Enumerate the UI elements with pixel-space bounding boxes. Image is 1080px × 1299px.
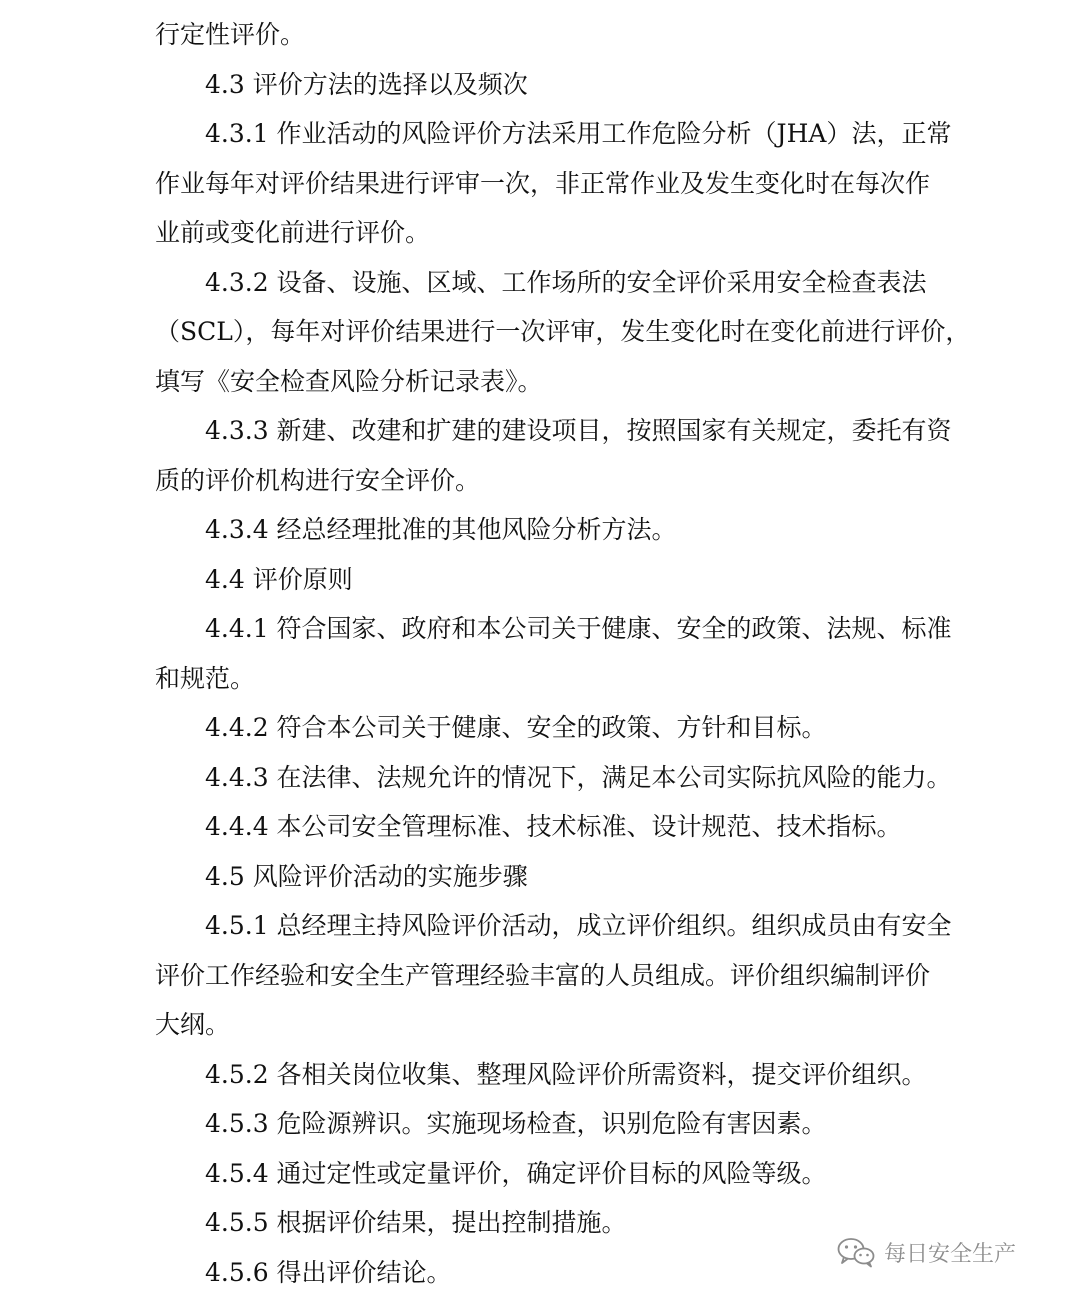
text-line: 4.5.2 各相关岗位收集、整理风险评价所需资料，提交评价组织。 bbox=[205, 1060, 927, 1089]
text-line: 和规范。 bbox=[155, 664, 256, 693]
text-line: 4.4.2 符合本公司关于健康、安全的政策、方针和目标。 bbox=[205, 713, 827, 742]
text-line: 4.3.1 作业活动的风险评价方法采用工作危险分析（JHA）法，正常 bbox=[205, 119, 952, 148]
section-heading: 4.3 评价方法的选择以及频次 bbox=[205, 70, 528, 99]
text-line: 4.5.6 得出评价结论。 bbox=[205, 1258, 452, 1287]
text-line: 作业每年对评价结果进行评审一次，非正常作业及发生变化时在每次作 bbox=[155, 169, 931, 198]
wechat-icon bbox=[836, 1236, 876, 1268]
text-line: （SCL），每年对评价结果进行一次评审，发生变化时在变化前进行评价， bbox=[155, 317, 971, 346]
text-line: 4.5.3 危险源辨识。实施现场检查，识别危险有害因素。 bbox=[205, 1109, 827, 1138]
section-heading: 4.5 风险评价活动的实施步骤 bbox=[205, 862, 528, 891]
text-line: 4.4.1 符合国家、政府和本公司关于健康、安全的政策、法规、标准 bbox=[205, 614, 952, 643]
watermark-text: 每日安全生产 bbox=[884, 1241, 1017, 1267]
text-line: 4.4.4 本公司安全管理标准、技术标准、设计规范、技术指标。 bbox=[205, 812, 902, 841]
text-line: 评价工作经验和安全生产管理经验丰富的人员组成。评价组织编制评价 bbox=[155, 961, 931, 990]
text-line: 4.5.1 总经理主持风险评价活动，成立评价组织。组织成员由有安全 bbox=[205, 911, 952, 940]
text-line: 4.5.5 根据评价结果，提出控制措施。 bbox=[205, 1208, 627, 1237]
section-heading: 4.4 评价原则 bbox=[205, 565, 353, 594]
text-line: 4.4.3 在法律、法规允许的情况下，满足本公司实际抗风险的能力。 bbox=[205, 763, 952, 792]
text-line: 大纲。 bbox=[155, 1010, 231, 1039]
text-line: 4.3.3 新建、改建和扩建的建设项目，按照国家有关规定，委托有资 bbox=[205, 416, 952, 445]
text-line: 行定性评价。 bbox=[155, 20, 306, 49]
text-line: 4.5.4 通过定性或定量评价，确定评价目标的风险等级。 bbox=[205, 1159, 827, 1188]
text-line: 4.3.2 设备、设施、区域、工作场所的安全评价采用安全检查表法 bbox=[205, 268, 927, 297]
text-line: 业前或变化前进行评价。 bbox=[155, 218, 431, 247]
text-line: 填写《安全检查风险分析记录表》。 bbox=[155, 367, 543, 396]
text-line: 4.3.4 经总经理批准的其他风险分析方法。 bbox=[205, 515, 677, 544]
watermark bbox=[836, 1234, 1016, 1270]
text-line: 质的评价机构进行安全评价。 bbox=[155, 466, 481, 495]
